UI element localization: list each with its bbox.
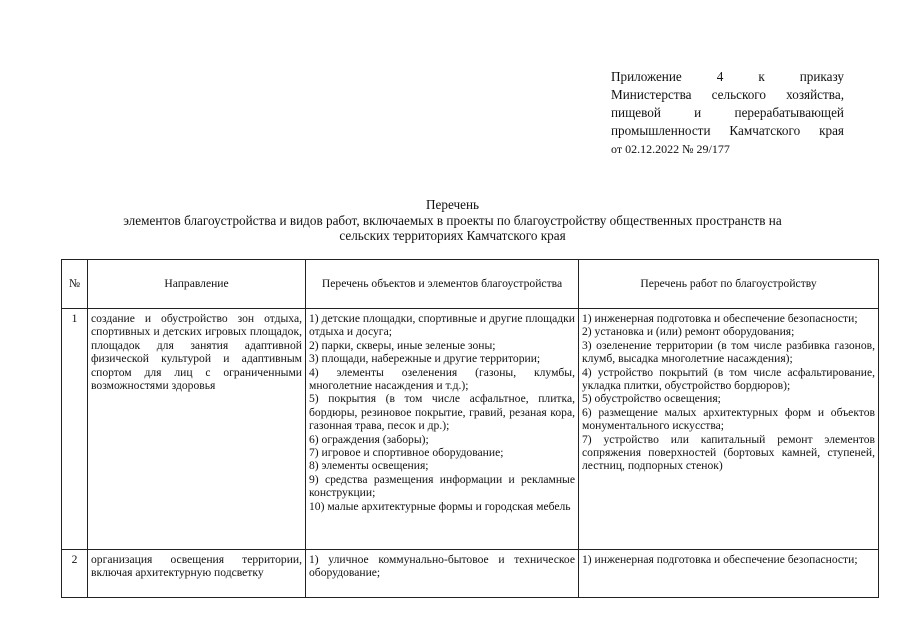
appendix-line: промышленности Камчатского края bbox=[611, 123, 844, 138]
appendix-line: Министерства сельского хозяйства, bbox=[611, 87, 844, 102]
object-item: 1) детские площадки, спортивные и другие площадки отдыха и досуга; bbox=[309, 312, 575, 339]
works-table bbox=[61, 259, 879, 598]
table-header-row bbox=[62, 260, 879, 309]
object-item: 2) парки, скверы, иные зеленые зоны; bbox=[309, 338, 496, 352]
document-title bbox=[40, 197, 865, 244]
object-item: 4) элементы озеленения (газоны, клумбы, многолетние насаждения и т.д.); bbox=[309, 365, 575, 393]
row-number: 2 bbox=[62, 550, 88, 598]
object-item: 3) площади, набережные и другие территории; bbox=[309, 352, 541, 366]
row-direction: организация освещения территории, включая архитектурную подсветку bbox=[88, 550, 306, 598]
row-objects bbox=[306, 550, 579, 598]
work-item: 4) устройство покрытий (в том числе асфальтирование, укладка плитки, обустройство бордюров); bbox=[582, 365, 875, 393]
work-item: 1) инженерная подготовка и обеспечение безопасности; bbox=[582, 312, 858, 325]
header-number: № bbox=[62, 260, 88, 309]
work-item: 5) обустройство освещения; bbox=[582, 392, 721, 406]
appendix-line: пищевой и перерабатывающей bbox=[611, 105, 844, 120]
row-number: 1 bbox=[62, 309, 88, 550]
row-works bbox=[579, 309, 879, 550]
row-objects bbox=[306, 309, 579, 550]
object-item: 5) покрытия (в том числе асфальтное, плитка, бордюры, резиновое покрытие, гравий, резаная кора, газонная трава, песок и др.); bbox=[309, 392, 575, 433]
appendix-note bbox=[611, 68, 844, 158]
header-objects: Перечень объектов и элементов благоустройства bbox=[306, 260, 579, 309]
title-line-1: Перечень bbox=[425, 197, 480, 212]
appendix-line: Приложение 4 к приказу bbox=[611, 69, 844, 84]
header-works: Перечень работ по благоустройству bbox=[579, 260, 879, 309]
object-item: 6) ограждения (заборы); bbox=[309, 432, 429, 446]
appendix-date-line: от 02.12.2022 № 29/177 bbox=[611, 142, 730, 156]
title-line-3: сельских территориях Камчатского края bbox=[339, 228, 566, 244]
title-line-2: элементов благоустройства и видов работ, включаемых в проекты по благоустройству общественных пространств на bbox=[123, 212, 782, 228]
work-item: 6) размещение малых архитектурных форм и объектов монументального искусства; bbox=[582, 405, 875, 433]
object-item: 7) игровое и спортивное оборудование; bbox=[309, 446, 504, 460]
header-direction: Направление bbox=[88, 260, 306, 309]
object-item: 8) элементы освещения; bbox=[309, 459, 429, 473]
table-row bbox=[62, 309, 879, 550]
work-item: 3) озеленение территории (в том числе разбивка газонов, клумб, высадка многолетние насаждения); bbox=[582, 338, 875, 366]
object-item: 1) уличное коммунально-бытовое и техническое оборудование; bbox=[309, 553, 575, 580]
row-direction: создание и обустройство зон отдыха, спортивных и детских игровых площадок, площадок для занятия адаптивной физической культурой и адаптивным спортом для лиц с ограниченными возможностями здоровья bbox=[88, 309, 306, 550]
work-item: 2) установка и (или) ремонт оборудования; bbox=[582, 325, 795, 339]
object-item: 10) малые архитектурные формы и городская мебель bbox=[309, 499, 571, 513]
work-item: 7) устройство или капитальный ремонт элементов сопряжения поверхностей (бортовых камней, ступеней, лестниц, подпорных стенок) bbox=[582, 432, 875, 473]
row-works bbox=[579, 550, 879, 598]
work-item: 1) инженерная подготовка и обеспечение безопасности; bbox=[582, 553, 858, 566]
table-row bbox=[62, 550, 879, 598]
object-item: 9) средства размещения информации и рекламные конструкции; bbox=[309, 472, 575, 500]
